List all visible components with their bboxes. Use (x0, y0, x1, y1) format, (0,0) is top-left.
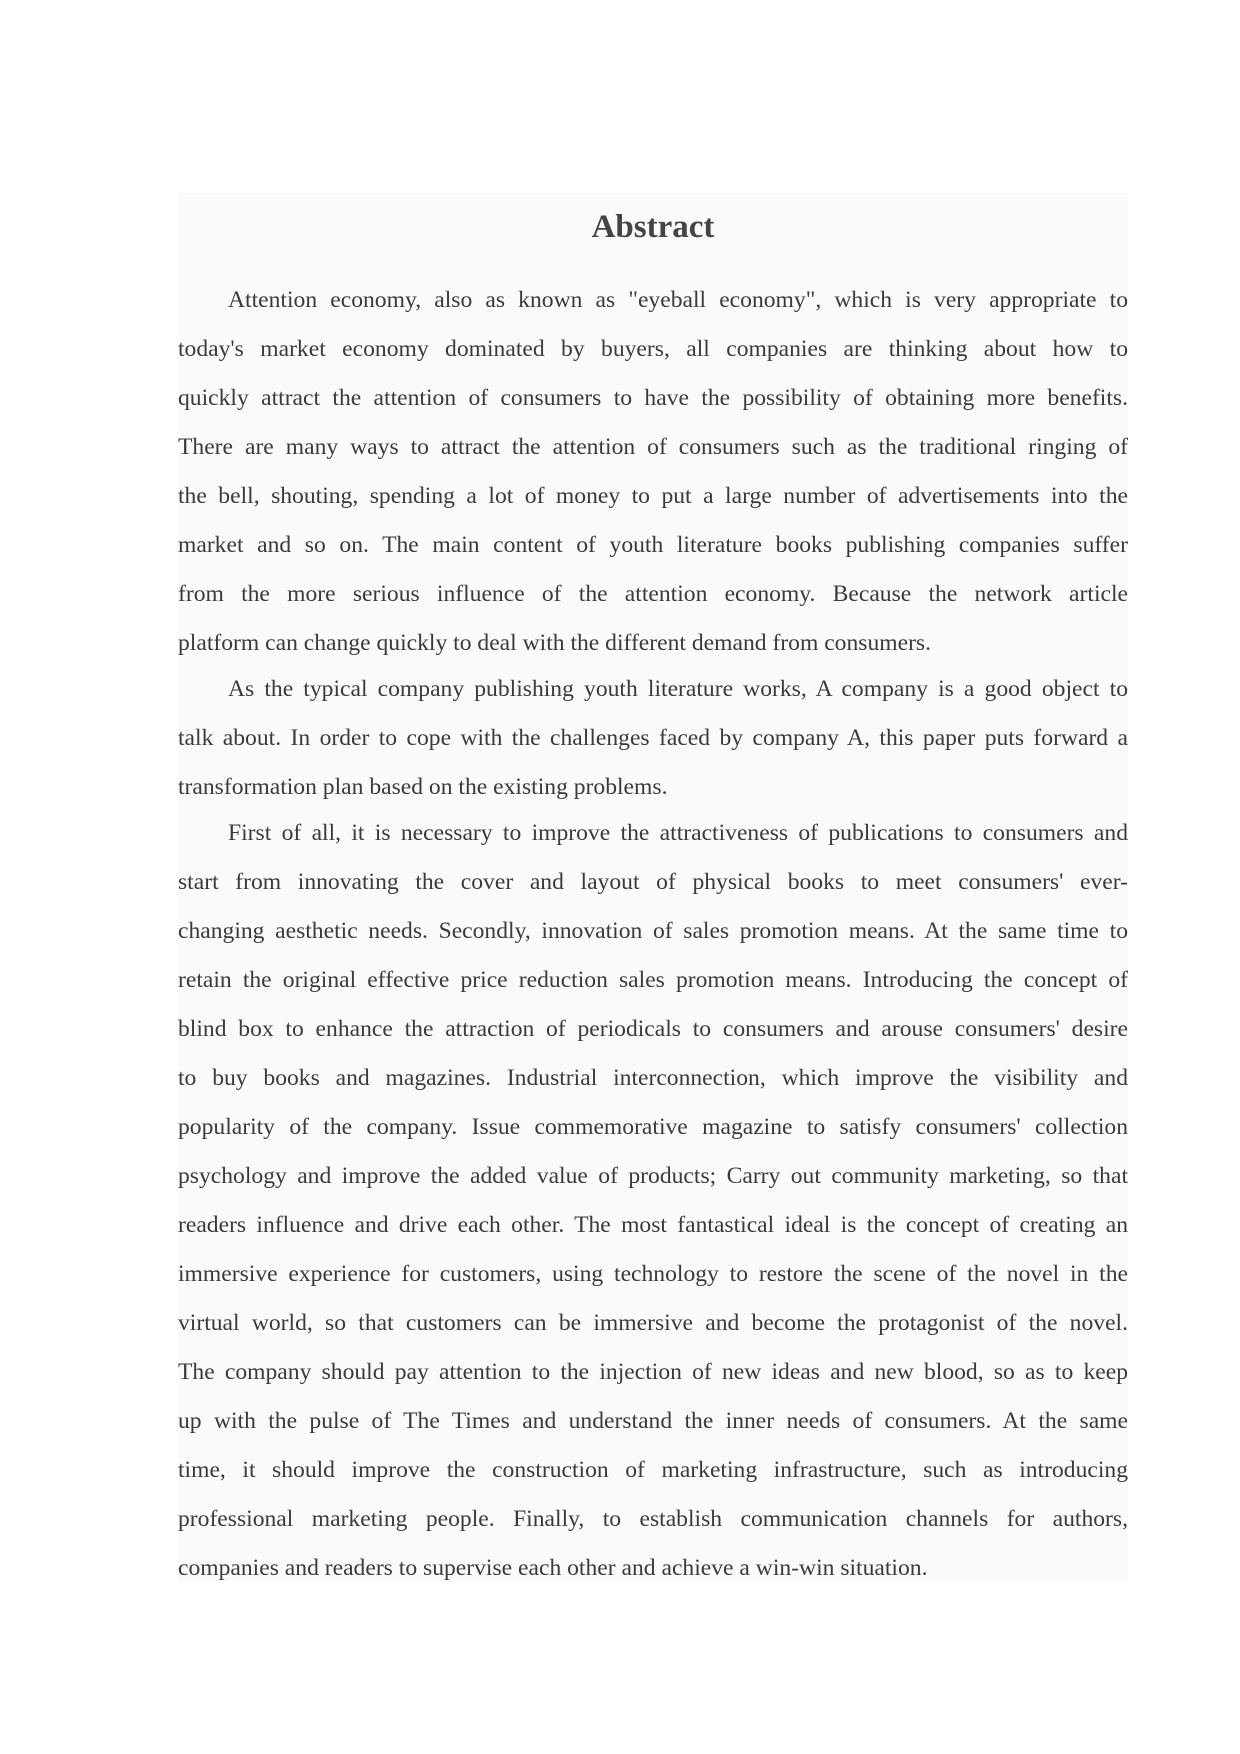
text-line: There are many ways to attract the attention of consumers such as the traditional ringing of (178, 434, 1128, 460)
page-title: Abstract (591, 209, 715, 245)
text-line: from the more serious influence of the attention economy. Because the network article (178, 581, 1128, 607)
text-line: up with the pulse of The Times and understand the inner needs of consumers. At the same (178, 1408, 1128, 1434)
text-line: professional marketing people. Finally, to establish communication channels for authors, (178, 1506, 1128, 1532)
text-line: changing aesthetic needs. Secondly, innovation of sales promotion means. At the same time to (178, 918, 1128, 944)
abstract-paragraph (178, 665, 1128, 812)
text-line: popularity of the company. Issue commemorative magazine to satisfy consumers' collection (178, 1114, 1128, 1140)
abstract-paragraph (178, 809, 1128, 1593)
text-line: companies and readers to supervise each other and achieve a win-win situation. (178, 1555, 928, 1581)
text-line: retain the original effective price reduction sales promotion means. Introducing the concept of (178, 967, 1128, 993)
text-line: blind box to enhance the attraction of periodicals to consumers and arouse consumers' desire (178, 1016, 1128, 1042)
text-line: transformation plan based on the existing problems. (178, 774, 668, 800)
text-line: start from innovating the cover and layout of physical books to meet consumers' ever- (178, 869, 1128, 895)
abstract-paragraph (178, 276, 1128, 668)
text-line: virtual world, so that customers can be immersive and become the protagonist of the novel. (178, 1310, 1128, 1336)
text-line: to buy books and magazines. Industrial interconnection, which improve the visibility and (178, 1065, 1128, 1091)
text-line: talk about. In order to cope with the challenges faced by company A, this paper puts forward a (178, 725, 1128, 751)
text-line: First of all, it is necessary to improve the attractiveness of publications to consumers and (228, 820, 1128, 846)
text-line: time, it should improve the construction of marketing infrastructure, such as introducing (178, 1457, 1128, 1483)
text-line: immersive experience for customers, using technology to restore the scene of the novel in the (178, 1261, 1128, 1287)
text-line: readers influence and drive each other. The most fantastical ideal is the concept of creating an (178, 1212, 1128, 1238)
text-line: As the typical company publishing youth literature works, A company is a good object to (228, 676, 1128, 702)
text-line: The company should pay attention to the injection of new ideas and new blood, so as to keep (178, 1359, 1128, 1385)
text-line: platform can change quickly to deal with the different demand from consumers. (178, 630, 932, 656)
text-line: Attention economy, also as known as "eyeball economy", which is very appropriate to (228, 287, 1128, 313)
text-line: today's market economy dominated by buyers, all companies are thinking about how to (178, 336, 1128, 362)
text-line: quickly attract the attention of consumers to have the possibility of obtaining more benefits. (178, 385, 1128, 411)
abstract-body (178, 276, 1128, 1590)
text-line: market and so on. The main content of youth literature books publishing companies suffer (178, 532, 1128, 558)
text-line: the bell, shouting, spending a lot of money to put a large number of advertisements into the (178, 483, 1128, 509)
text-line: psychology and improve the added value of products; Carry out community marketing, so that (178, 1163, 1128, 1189)
abstract-page (178, 193, 1128, 1581)
